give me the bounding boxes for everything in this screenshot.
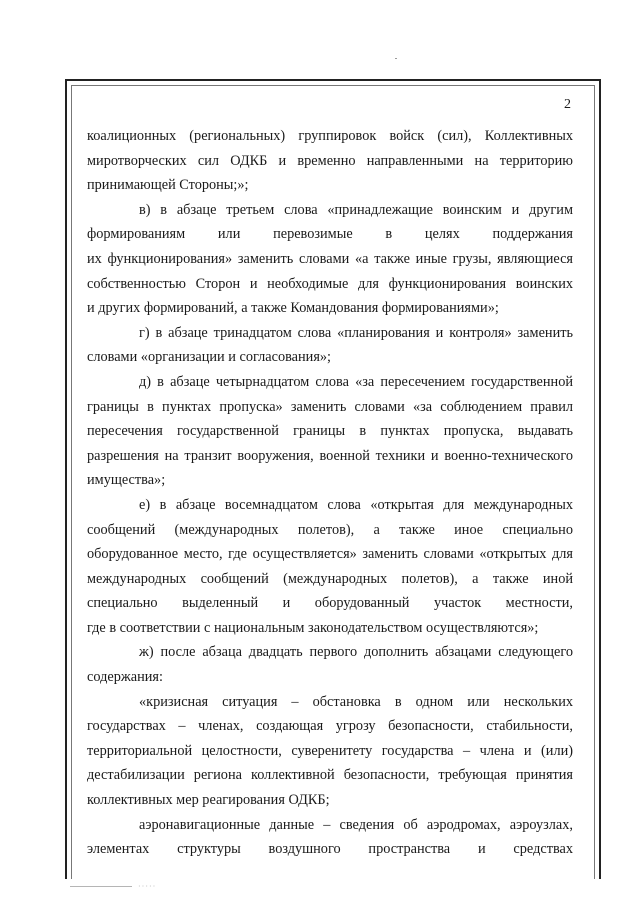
- scan-speck: [395, 58, 397, 59]
- text-line: границы в пунктах пропуска» заменить словами «за соблюдением правил: [87, 398, 573, 415]
- text-line: территориальной целостности, суверенитету государства – члена и (или): [87, 742, 573, 759]
- text-line: где в соответствии с национальным законодательством осуществляются»;: [87, 619, 539, 636]
- page-frame: [65, 79, 601, 879]
- footer-rule: [70, 886, 132, 887]
- text-line: международных сообщений (международных полетов), а также иной: [87, 570, 573, 587]
- text-line: разрешения на транзит вооружения, военной техники и военно-технического: [87, 447, 573, 464]
- document-body: [87, 124, 573, 862]
- page-number: 2: [564, 97, 571, 112]
- text-line: государствах – членах, создающая угрозу безопасности, стабильности,: [87, 718, 573, 735]
- text-line: элементах структуры воздушного пространства и средствах: [87, 841, 573, 858]
- text-line: коллективных мер реагирования ОДКБ;: [87, 792, 330, 809]
- text-line: миротворческих сил ОДКБ и временно направленными на территорию: [87, 152, 573, 169]
- text-line: оборудованное место, где осуществляется» заменить словами «открытых для: [87, 546, 573, 563]
- footer-dots: ·····: [138, 882, 157, 891]
- text-line: д) в абзаце четырнадцатом слова «за пересечением государственной: [139, 373, 573, 390]
- text-line: «кризисная ситуация – обстановка в одном или нескольких: [139, 693, 573, 710]
- text-line: их функционирования» заменить словами «а также иные грузы, являющиеся: [87, 250, 573, 267]
- text-line: дестабилизации региона коллективной безопасности, требующая принятия: [87, 767, 573, 784]
- text-line: формированиям или перевозимые в целях поддержания: [87, 226, 573, 243]
- text-line: г) в абзаце тринадцатом слова «планирования и контроля» заменить: [139, 324, 573, 341]
- text-line: сообщений (международных полетов), а также иное специально: [87, 521, 573, 538]
- text-line: аэронавигационные данные – сведения об аэродромах, аэроузлах,: [139, 816, 573, 833]
- text-line: и других формирований, а также Командования формированиями»;: [87, 300, 499, 317]
- text-line: коалиционных (региональных) группировок войск (сил), Коллективных: [87, 128, 573, 144]
- text-line: содержания:: [87, 669, 163, 686]
- text-line: имущества»;: [87, 472, 166, 489]
- text-line: принимающей Стороны;»;: [87, 177, 249, 194]
- text-line: специально выделенный и оборудованный участок местности,: [87, 595, 573, 612]
- text-line: ж) после абзаца двадцать первого дополнить абзацами следующего: [139, 644, 573, 661]
- text-line: пересечения государственной границы в пунктах пропуска, выдавать: [87, 423, 573, 440]
- text-line: словами «организации и согласования»;: [87, 349, 332, 366]
- text-line: собственностью Сторон и необходимые для функционирования воинских: [87, 275, 573, 292]
- text-line: е) в абзаце восемнадцатом слова «открытая для международных: [139, 496, 573, 513]
- text-line: в) в абзаце третьем слова «принадлежащие воинским и другим: [139, 201, 573, 218]
